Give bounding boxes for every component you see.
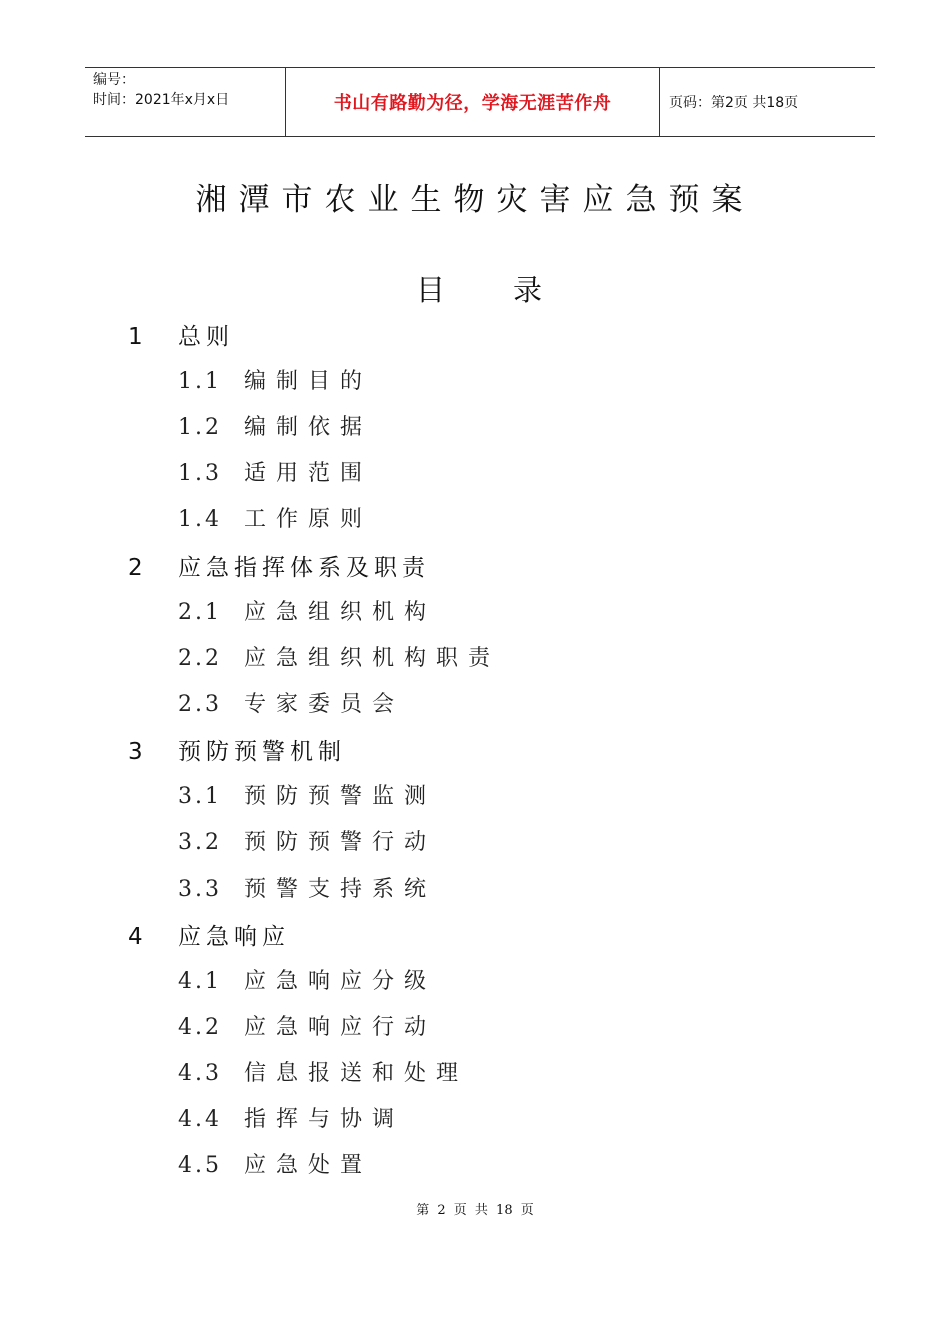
header-page-info: 页码：第2页 共18页 — [669, 95, 799, 111]
item-title: 应急响应行动 — [244, 1015, 437, 1040]
toc-item[interactable] — [178, 1102, 404, 1133]
section-title: 应急响应 — [178, 924, 290, 950]
item-number: 3.1 — [178, 784, 222, 809]
toc-item[interactable] — [178, 410, 372, 441]
toc-item[interactable] — [178, 1010, 436, 1041]
item-number: 1.1 — [178, 369, 222, 394]
item-title: 专家委员会 — [244, 692, 405, 717]
toc-item[interactable] — [178, 641, 500, 672]
toc-item[interactable] — [178, 364, 372, 395]
toc-item[interactable] — [178, 1148, 372, 1179]
toc-section[interactable] — [128, 549, 430, 582]
item-number: 2.2 — [178, 646, 222, 671]
item-number: 2.3 — [178, 692, 222, 717]
item-number: 4.2 — [178, 1015, 222, 1040]
section-number: 3 — [128, 739, 143, 765]
toc-item[interactable] — [178, 1056, 468, 1087]
item-number: 1.4 — [178, 507, 222, 532]
item-title: 应急响应分级 — [244, 969, 437, 994]
item-number: 2.1 — [178, 600, 222, 625]
time-label: 时间：2021年x月x日 — [93, 92, 230, 108]
header-motto: 书山有路勤为径，学海无涯苦作舟 — [285, 68, 660, 136]
toc-title-part2: 录 — [513, 273, 543, 307]
toc-section[interactable] — [128, 318, 234, 351]
section-number: 2 — [128, 555, 143, 581]
item-title: 应急组织机构 — [244, 600, 437, 625]
section-number: 4 — [128, 924, 143, 950]
page-footer: 第 2 页 共 18 页 — [416, 1203, 534, 1218]
toc-title-part1: 目 — [416, 273, 446, 307]
toc-section[interactable] — [128, 733, 346, 766]
item-title: 应急组织机构职责 — [244, 646, 501, 671]
toc-item[interactable] — [178, 964, 436, 995]
item-title: 预防预警行动 — [244, 830, 437, 855]
item-number: 1.2 — [178, 415, 222, 440]
toc-item[interactable] — [178, 595, 436, 626]
toc-item[interactable] — [178, 779, 436, 810]
item-title: 编制依据 — [244, 415, 373, 440]
toc-item[interactable] — [178, 502, 372, 533]
toc-section[interactable] — [128, 918, 290, 951]
header-meta — [85, 68, 285, 138]
item-title: 预警支持系统 — [244, 877, 437, 902]
item-title: 编制目的 — [244, 369, 373, 394]
item-number: 4.4 — [178, 1107, 222, 1132]
code-label: 编号： — [93, 72, 135, 88]
page-header — [85, 67, 875, 137]
toc-item[interactable] — [178, 456, 372, 487]
item-title: 预防预警监测 — [244, 784, 437, 809]
toc-item[interactable] — [178, 872, 436, 903]
toc-title — [416, 268, 542, 309]
item-title: 指挥与协调 — [244, 1107, 405, 1132]
item-number: 3.2 — [178, 830, 222, 855]
item-title: 信息报送和处理 — [244, 1061, 469, 1086]
section-title: 应急指挥体系及职责 — [178, 555, 430, 581]
item-title: 适用范围 — [244, 461, 373, 486]
item-number: 3.3 — [178, 877, 222, 902]
section-title: 总则 — [178, 324, 234, 350]
toc-item[interactable] — [178, 825, 436, 856]
item-title: 应急处置 — [244, 1153, 373, 1178]
toc-item[interactable] — [178, 687, 404, 718]
item-number: 4.1 — [178, 969, 222, 994]
item-title: 工作原则 — [244, 507, 373, 532]
section-number: 1 — [128, 324, 143, 350]
section-title: 预防预警机制 — [178, 739, 346, 765]
document-title: 湘潭市农业生物灾害应急预案 — [195, 182, 755, 218]
item-number: 4.3 — [178, 1061, 222, 1086]
item-number: 4.5 — [178, 1153, 222, 1178]
item-number: 1.3 — [178, 461, 222, 486]
